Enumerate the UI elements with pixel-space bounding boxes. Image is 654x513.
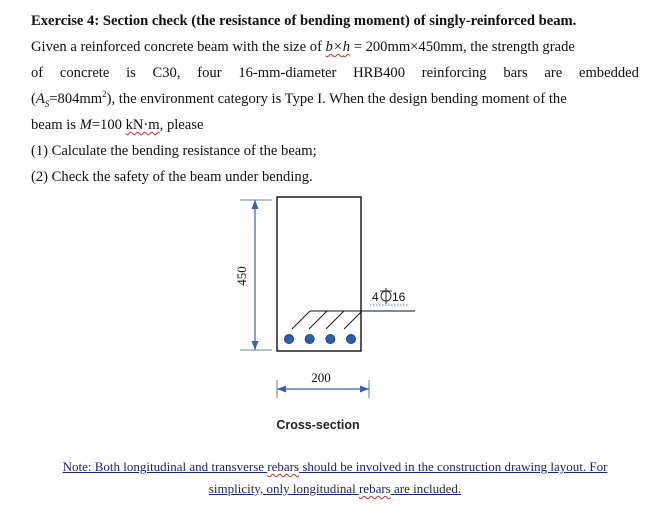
leader-diag-2: [309, 311, 327, 329]
dimension-symbols: [326, 39, 350, 55]
line2-word: four: [197, 65, 222, 81]
line2-word: concrete: [59, 65, 110, 81]
as-letter: A: [35, 91, 45, 107]
height-label: 450: [234, 266, 249, 286]
note: [30, 456, 640, 500]
note-text-2a: simplicity, only longitudinal: [208, 481, 359, 496]
width-arrow-right: [360, 386, 369, 393]
note-rebars-2: rebars: [358, 481, 391, 496]
rebar-circle: [346, 334, 355, 343]
line2-word: are: [544, 65, 563, 81]
line2-word: bars: [503, 65, 528, 81]
rebar-group: [284, 334, 355, 343]
line2-word: is: [126, 65, 136, 81]
height-arrow-top: [252, 200, 259, 209]
moment-symbol: M: [79, 117, 92, 133]
height-arrow-bottom: [252, 341, 259, 350]
symbol-times: ×: [332, 39, 343, 55]
exercise-line-4: [31, 112, 639, 138]
as-subscript: S: [44, 98, 50, 109]
symbol-b: b: [325, 39, 333, 55]
exercise-title: Exercise 4: Section check (the resistance of bending moment) of singly-reinforced beam.: [31, 13, 577, 29]
moment-unit: kN·m: [125, 117, 160, 133]
note-text-1b: should be involved in the construction drawing layout. For: [299, 459, 608, 474]
area-value: =804mm: [49, 91, 103, 107]
line1-text-b: = 200mm×450mm, the strength grade: [350, 39, 575, 55]
symbol-h: h: [342, 39, 351, 55]
rebar-count-label: 4: [372, 290, 379, 304]
rebar-circle: [326, 334, 335, 343]
figure-caption: Cross-section: [276, 418, 360, 432]
width-arrow-left: [277, 386, 286, 393]
line4-text-a: beam is: [31, 117, 80, 133]
exercise-line-3: [31, 86, 639, 112]
leader-diag-3: [326, 311, 344, 329]
moment-value: =100: [91, 117, 126, 133]
exercise-line-1: [31, 34, 639, 60]
leader-diag-4: [344, 311, 362, 329]
line3-open: (: [31, 91, 36, 107]
rebar-circle: [284, 334, 293, 343]
question-2: (2) Check the safety of the beam under bending.: [31, 169, 313, 185]
note-rebars-1: rebars: [267, 459, 300, 474]
leader-diag-1: [292, 311, 310, 329]
question-1: (1) Calculate the bending resistance of the beam;: [31, 143, 317, 159]
line2-word: of: [31, 65, 44, 81]
line2-word: C30,: [152, 65, 181, 81]
note-text-2b: are included.: [390, 481, 462, 496]
line4-text-c: , please: [159, 117, 204, 133]
line2-word: embedded: [578, 65, 639, 81]
rebar-circle: [305, 334, 314, 343]
exercise-line-2: [31, 60, 639, 86]
line2-word: 16-mm-diameter: [238, 65, 337, 81]
note-line-2: [30, 478, 640, 500]
line2-word: reinforcing: [421, 65, 487, 81]
line1-text-a: Given a reinforced concrete beam with the size of: [31, 39, 322, 55]
hrb400-symbol-icon: [380, 288, 392, 304]
note-text-1a: Note: Both longitudinal and transverse: [62, 459, 268, 474]
width-label: 200: [311, 370, 331, 385]
line3-text: ), the environment category is Type I. When the design bending moment of the: [106, 91, 567, 107]
cross-section-figure: [220, 188, 420, 438]
note-line-1: [30, 456, 640, 478]
exercise-text: [31, 8, 639, 190]
beam-outline: [277, 197, 361, 351]
as-symbol: [36, 91, 49, 107]
line2-word: HRB400: [353, 65, 406, 81]
rebar-size-label: 16: [392, 290, 406, 304]
area-superscript: 2: [102, 89, 107, 100]
